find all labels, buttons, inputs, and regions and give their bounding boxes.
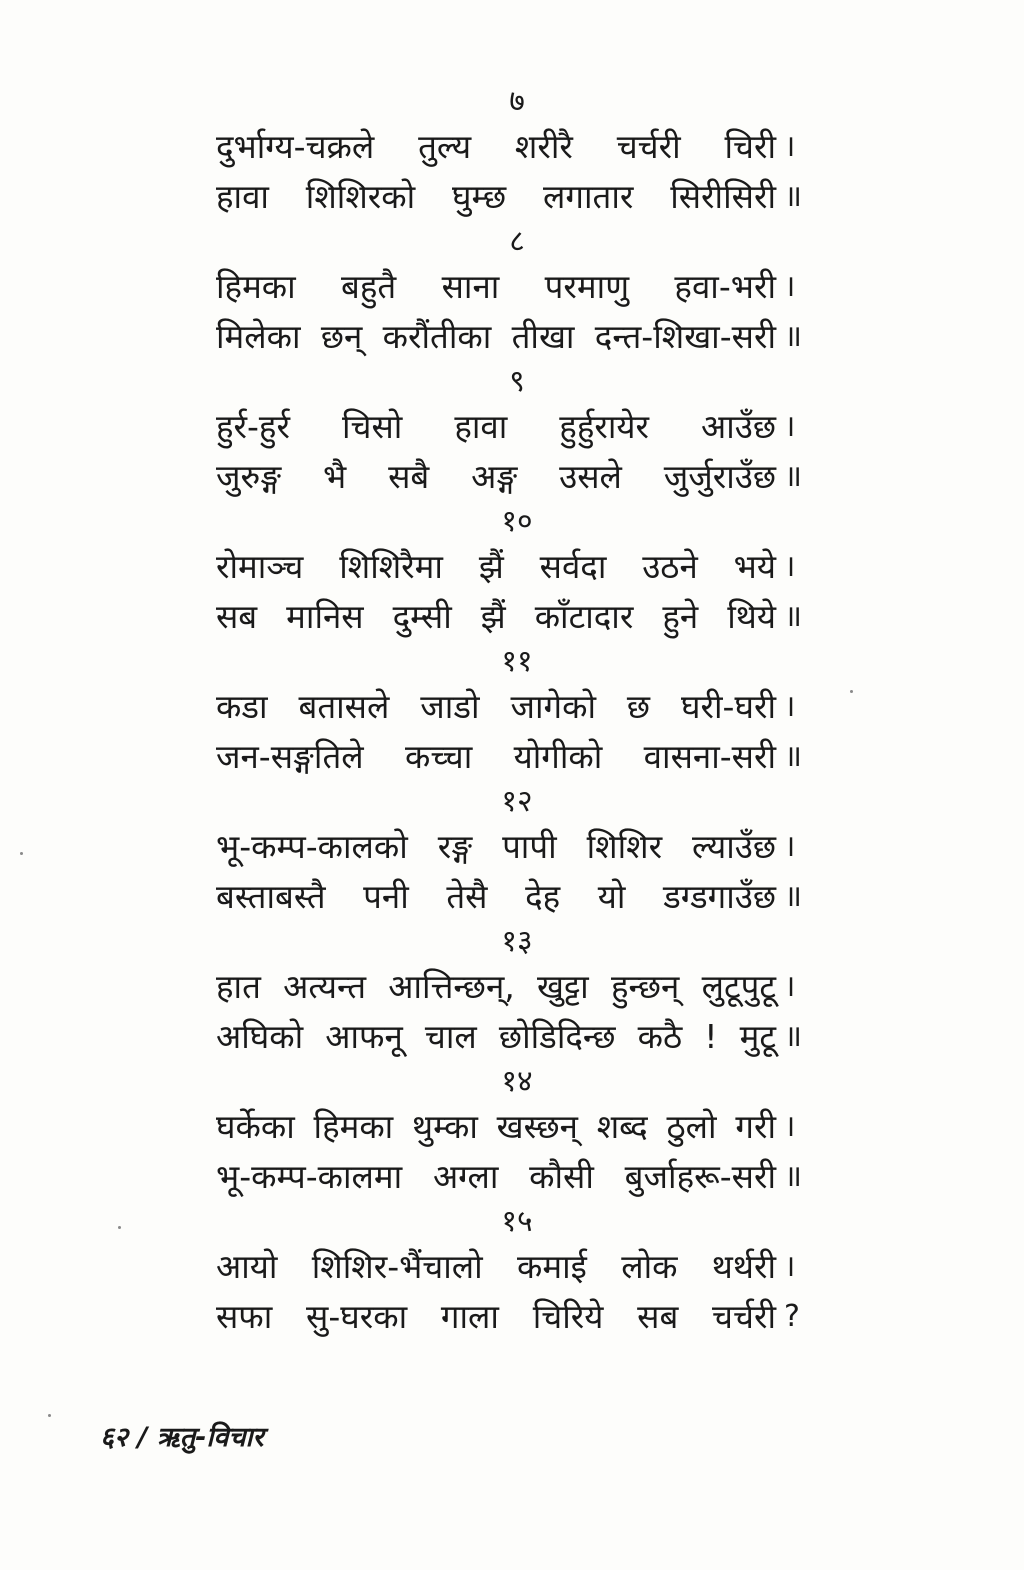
stanza-13 [0,922,1024,1062]
page-footer [100,1418,264,1458]
verse-line [0,1292,1024,1342]
print-speck [20,852,23,855]
stanza-number: १० [501,504,533,539]
page-number: ६२ [100,1422,129,1453]
stanza-number: ७ [509,84,525,119]
verse-end-mark: । [784,129,796,164]
verse-line [0,542,1024,592]
verse-end-mark: । [784,269,796,304]
stanza-number: १३ [501,924,533,959]
stanza-number: १४ [501,1064,533,1099]
verse-line [0,1102,1024,1152]
verse-line [0,1242,1024,1292]
verse-end-mark: ॥ [784,1159,802,1194]
verse-line [0,1152,1024,1202]
verse-end-mark: । [784,829,796,864]
stanza-9 [0,362,1024,502]
verse-line [0,682,1024,732]
verse-end-mark: । [784,549,796,584]
verse-end-mark: ॥ [784,879,802,914]
print-speck [850,690,853,693]
stanza-10 [0,502,1024,642]
verse-line [0,452,1024,502]
verse-text: हिमका बहुतै साना परमाणु हवा-भरी [216,267,776,306]
verse-text: हात अत्यन्त आत्तिन्छन्, खुट्टा हुन्छन् लुटूपुटू [216,967,776,1006]
verse-text: सफा सु-घरका गाला चिरिये सब चर्चरी [216,1297,776,1336]
verse-text: दुर्भाग्य-चक्रले तुल्य शरीरै चर्चरी चिरी [216,127,776,166]
verse-text: जुरुङ्ग भै सबै अङ्ग उसले जुर्जुराउँछ [216,457,776,496]
stanza-11 [0,642,1024,782]
verse-text: मिलेका छन् करौंतीका तीखा दन्त-शिखा-सरी [216,317,776,356]
book-title: ऋतु-विचार [156,1422,264,1453]
verse-text: भू-कम्प-कालमा अग्ला कौसी बुर्जाहरू-सरी [216,1157,776,1196]
verse-line [0,312,1024,362]
verse-text: बस्ताबस्तै पनी तेसै देह यो डग्डगाउँछ [216,877,776,916]
verse-text: हावा शिशिरको घुम्छ लगातार सिरीसिरी [216,177,776,216]
footer-separator: / [137,1422,148,1453]
verse-line [0,962,1024,1012]
verse-text: आयो शिशिर-भैंचालो कमाई लोक थर्थरी [216,1247,776,1286]
verse-text: हुर्र-हुर्र चिसो हावा हुर्हुरायेर आउँछ [216,407,776,446]
verse-line [0,732,1024,782]
poem-body [0,82,1024,1342]
stanza-15 [0,1202,1024,1342]
stanza-14 [0,1062,1024,1202]
print-speck [48,1414,51,1417]
verse-line [0,172,1024,222]
verse-line [0,822,1024,872]
verse-end-mark: । [784,1249,796,1284]
verse-line [0,262,1024,312]
stanza-number: ८ [509,224,525,259]
verse-line [0,1012,1024,1062]
verse-end-mark: ॥ [784,319,802,354]
verse-end-mark: । [784,969,796,1004]
verse-end-mark: । [784,1109,796,1144]
verse-end-mark: ॥ [784,179,802,214]
verse-text: रोमाञ्च शिशिरैमा झैं सर्वदा उठने भये [216,547,776,586]
verse-text: कडा बतासले जाडो जागेको छ घरी-घरी [216,687,776,726]
stanza-12 [0,782,1024,922]
verse-end-mark: ॥ [784,459,802,494]
verse-end-mark: ॥ [784,739,802,774]
verse-line [0,122,1024,172]
stanza-7 [0,82,1024,222]
verse-text: अघिको आफनू चाल छोडिदिन्छ कठै ! मुटू [216,1017,776,1056]
verse-text: सब मानिस दुम्सी झैं काँटादार हुने थिये [216,597,776,636]
verse-end-mark: । [784,409,796,444]
verse-end-mark: ॥ [784,1019,802,1054]
stanza-number: १५ [501,1204,533,1239]
verse-end-mark: ॥ [784,599,802,634]
verse-line [0,872,1024,922]
verse-text: जन-सङ्गतिले कच्चा योगीको वासना-सरी [216,737,776,776]
print-speck [118,1226,121,1229]
verse-end-mark: । [784,689,796,724]
verse-end-mark: ? [784,1299,800,1334]
verse-line [0,402,1024,452]
verse-text: भू-कम्प-कालको रङ्ग पापी शिशिर ल्याउँछ [216,827,776,866]
stanza-number: ११ [501,644,533,679]
verse-text: घर्केका हिमका थुम्का खस्छन् शब्द ठुलो गरी [216,1107,776,1146]
stanza-number: ९ [509,364,525,399]
stanza-8 [0,222,1024,362]
stanza-number: १२ [501,784,533,819]
verse-line [0,592,1024,642]
